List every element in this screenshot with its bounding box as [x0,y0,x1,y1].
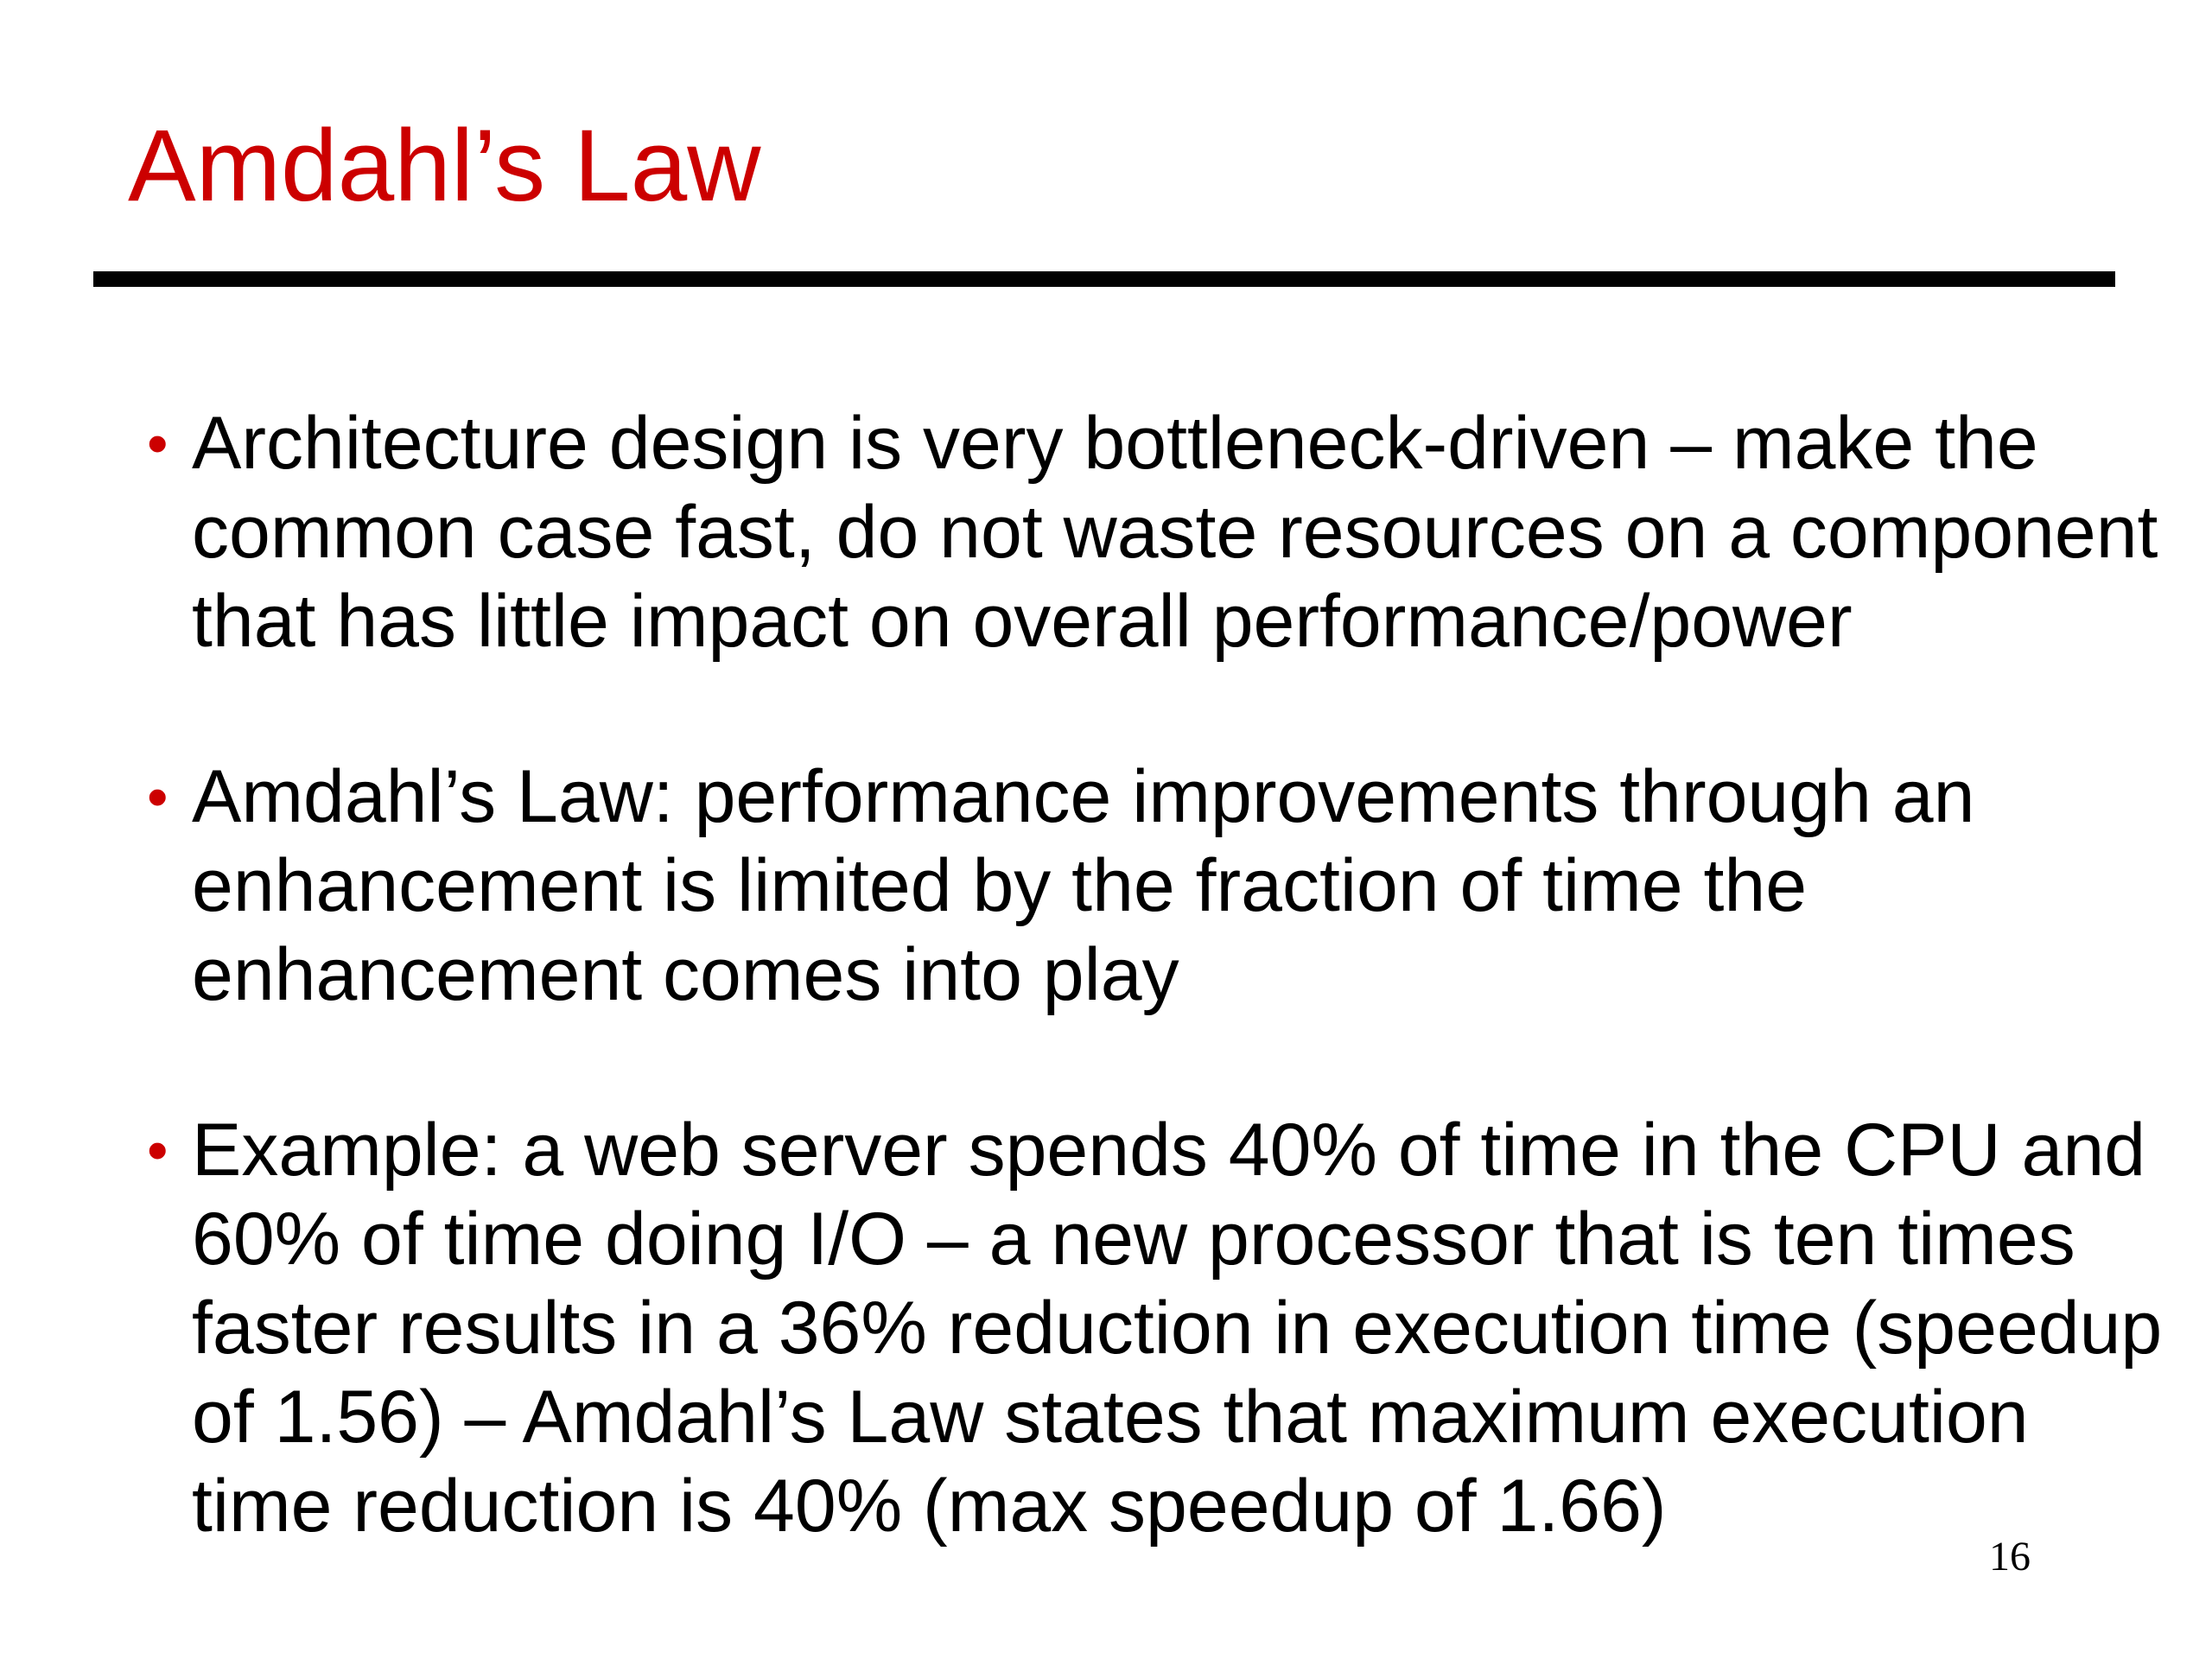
bullet-item [147,399,2169,666]
bullet-item [147,1106,2169,1551]
slide-title: Amdahl’s Law [128,109,761,223]
bullet-item [147,753,2169,1020]
bullet-list [147,399,2169,1551]
bullet-icon: • [147,410,168,477]
bullet-icon: • [147,1116,168,1184]
bullet-icon: • [147,763,168,830]
bullet-text: Example: a web server spends 40% of time in the CPU and 60% of time doing I/O – a new processor that is ten times faster results in a 36% reduction in execution time (speedup of 1.56) – Amdahl’s Law states that maximum execution time reduction is 40% (max speedup of 1.66) [192,1109,2163,1548]
title-divider [93,271,2115,287]
page-number: 16 [1989,1534,2031,1580]
bullet-text: Architecture design is very bottleneck-driven – make the common case fast, do not waste resources on a component that has little impact on overall performance/power [192,402,2158,663]
bullet-text: Amdahl’s Law: performance improvements through an enhancement is limited by the fraction of time the enhancement comes into play [192,755,1975,1016]
